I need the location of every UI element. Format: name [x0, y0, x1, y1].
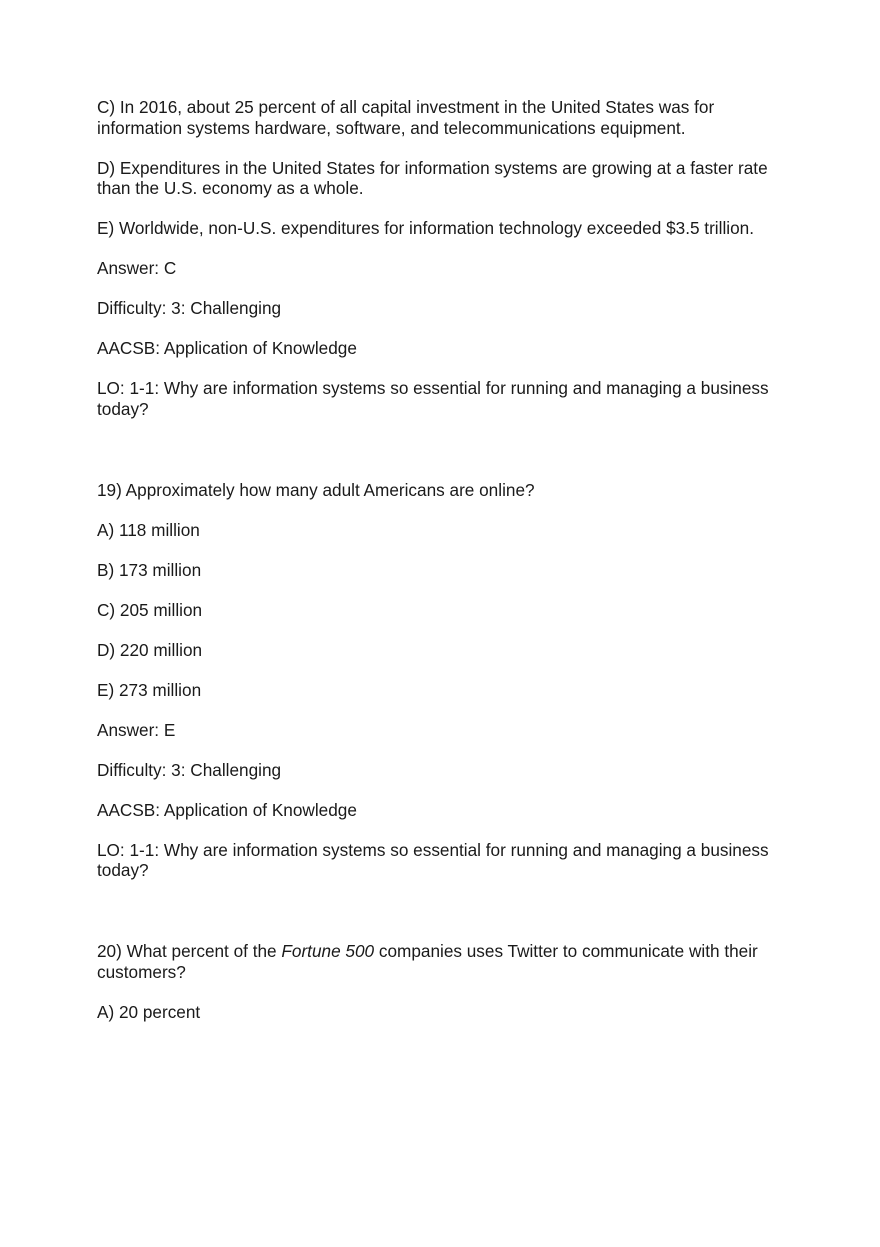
q19-option-d: D) 220 million: [97, 639, 203, 660]
q20-question: [97, 941, 787, 982]
q19-learning-objective: LO: 1-1: Why are information systems so essential for running and managing a business today?: [97, 839, 769, 880]
q19-option-b: B) 173 million: [97, 559, 202, 580]
q19-option-e: E) 273 million: [97, 679, 202, 700]
q18-learning-objective: LO: 1-1: Why are information systems so essential for running and managing a business today?: [97, 378, 769, 419]
q19-aacsb: AACSB: Application of Knowledge: [97, 799, 357, 820]
section-spacer: [97, 439, 787, 480]
q20-question-italic: Fortune 500: [281, 941, 375, 961]
q18-answer: Answer: C: [97, 258, 177, 278]
q18-option-c: C) In 2016, about 25 percent of all capital investment in the United States was for information systems hardware, software, and telecommunications equipment.: [97, 97, 715, 138]
q19-option-c: C) 205 million: [97, 599, 203, 620]
q18-option-e: E) Worldwide, non-U.S. expenditures for information technology exceeded $3.5 trillion.: [97, 218, 754, 238]
q19-option-a: A) 118 million: [97, 519, 200, 540]
document-page: [97, 97, 787, 1042]
q20-question-suffix: companies uses Twitter to communicate with their customers?: [97, 941, 758, 982]
section-spacer: [97, 900, 787, 941]
q20-option-a: A) 20 percent: [97, 1001, 201, 1022]
q19-answer: Answer: E: [97, 719, 176, 740]
q20-question-prefix: 20) What percent of the: [97, 941, 282, 961]
q18-difficulty: Difficulty: 3: Challenging: [97, 298, 282, 318]
q18-option-d: D) Expenditures in the United States for information systems are growing at a faster rate than the U.S. economy as a whole.: [97, 157, 768, 198]
q18-aacsb: AACSB: Application of Knowledge: [97, 338, 357, 358]
q19-difficulty: Difficulty: 3: Challenging: [97, 759, 282, 780]
q19-question: 19) Approximately how many adult Americans are online?: [97, 479, 535, 500]
